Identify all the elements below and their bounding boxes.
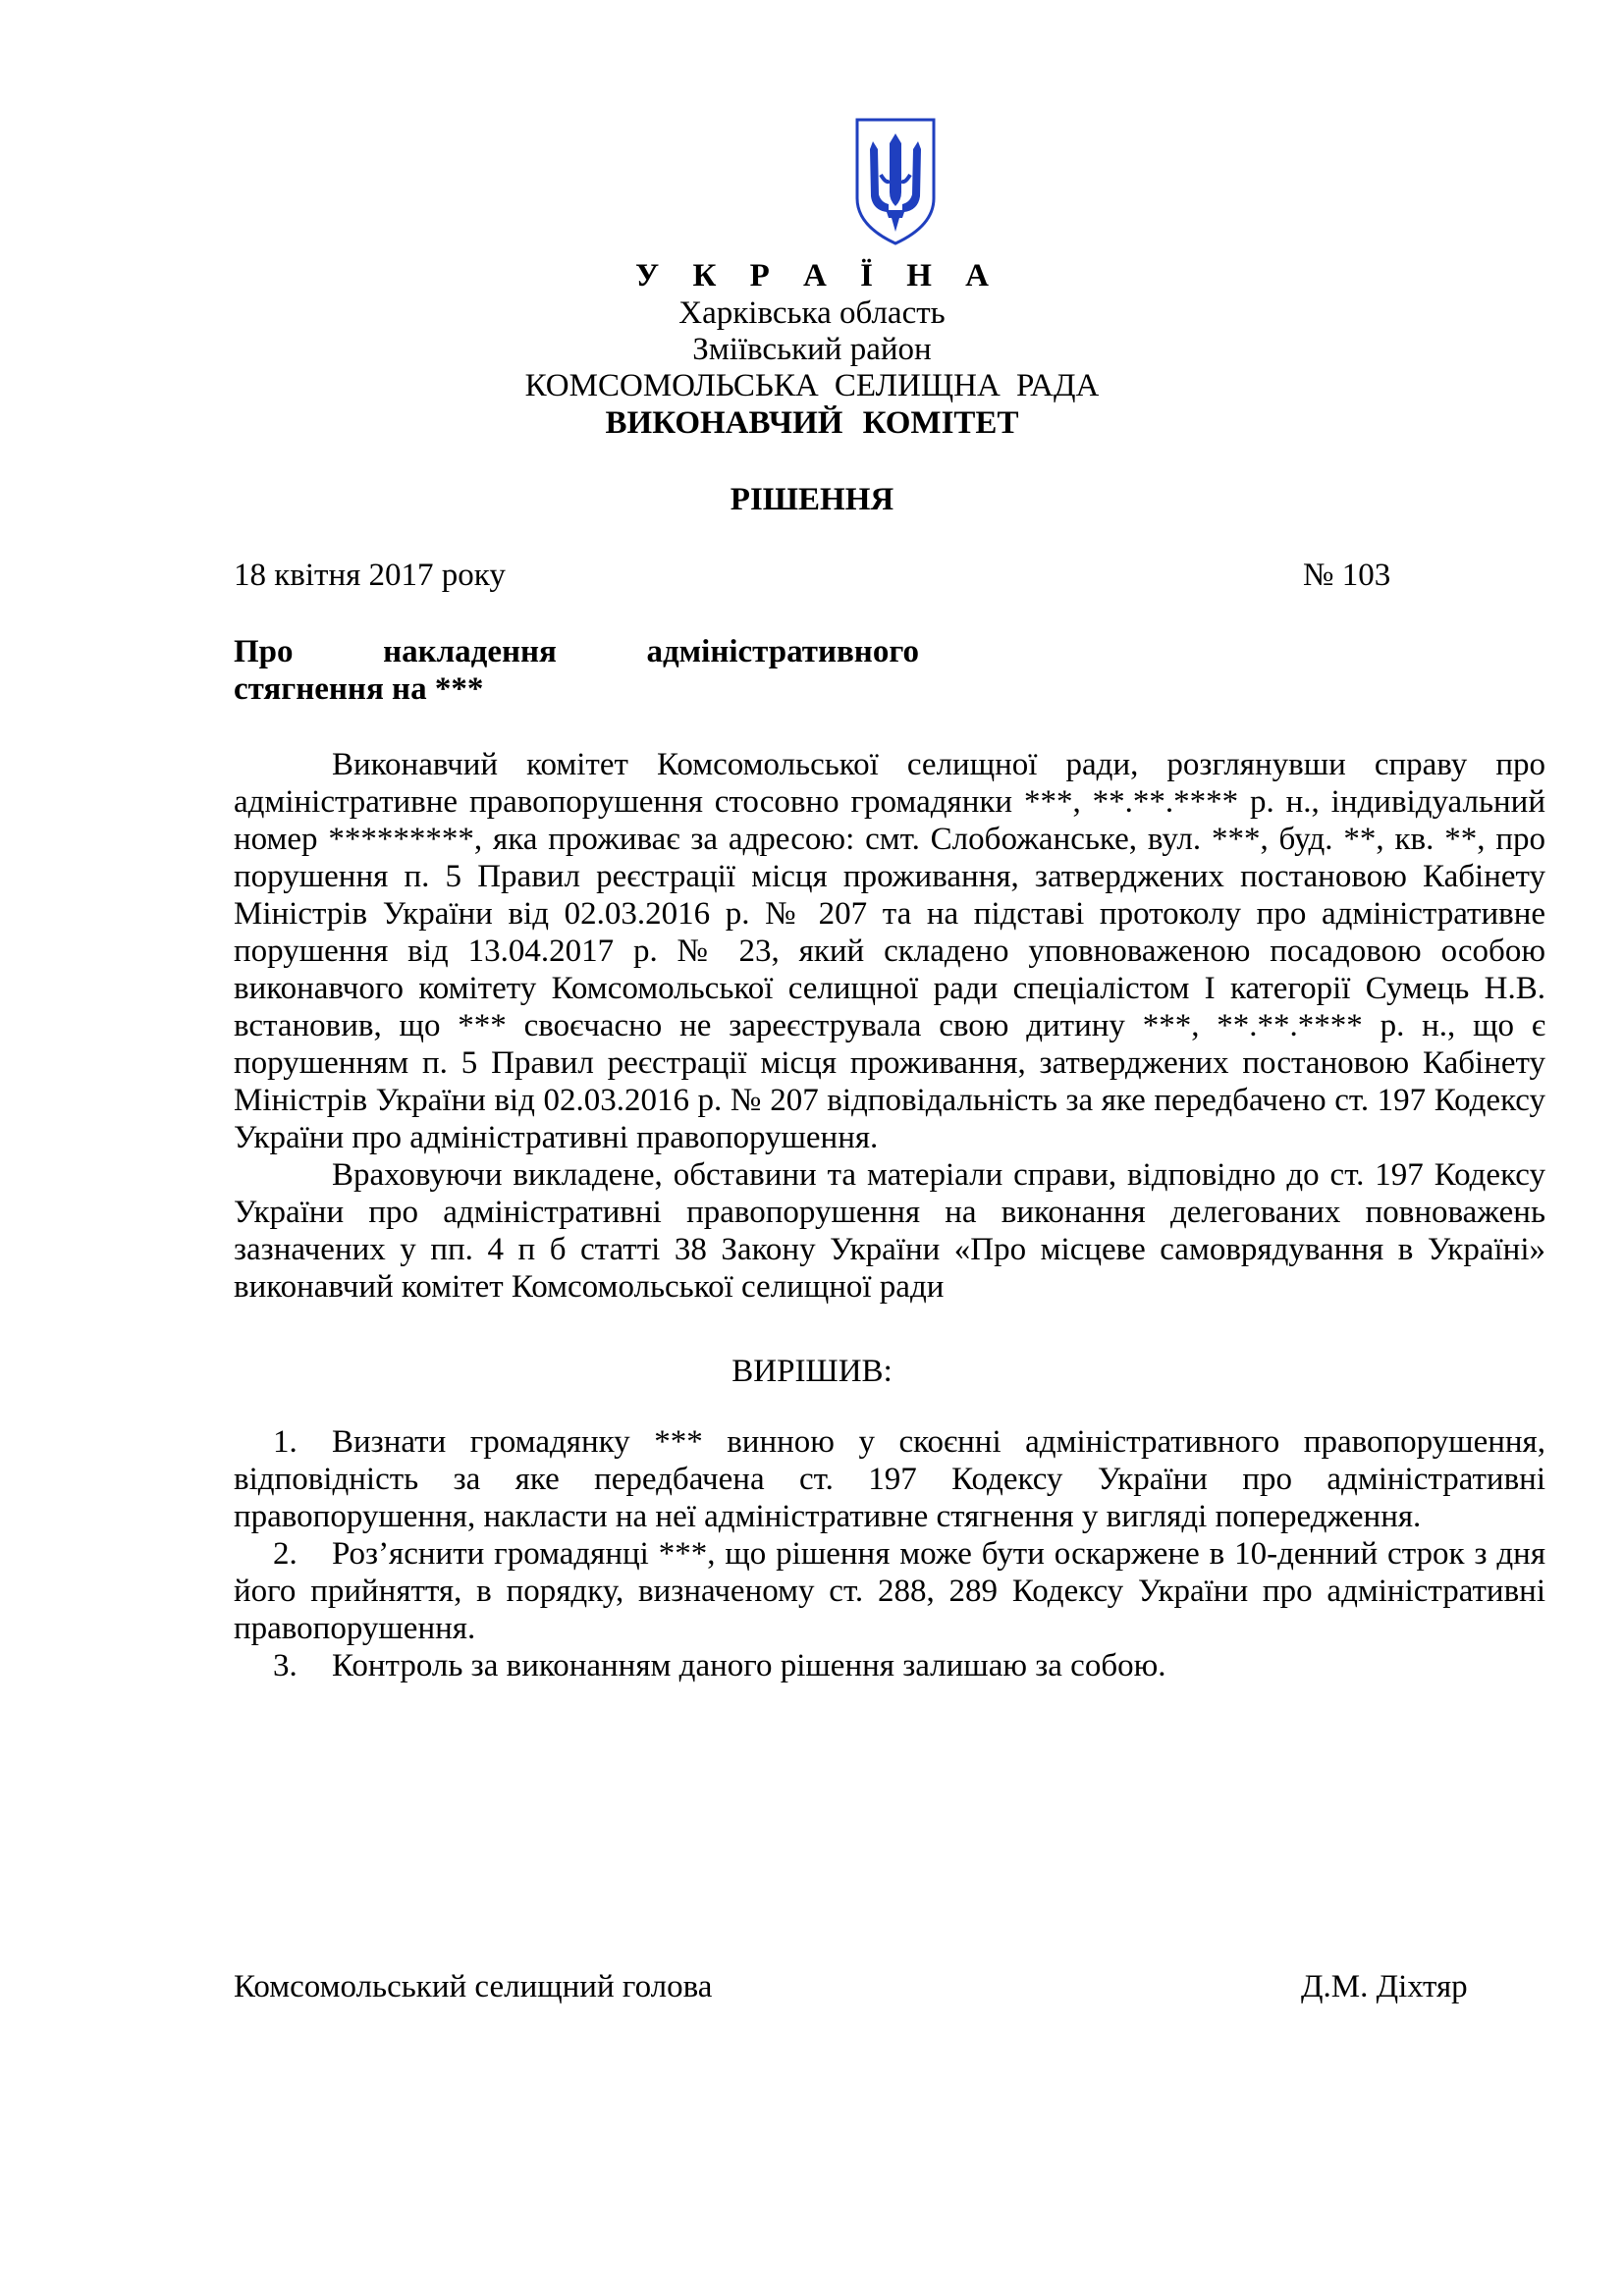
committee-name: ВИКОНАВЧИЙ КОМІТЕТ xyxy=(605,405,1019,441)
body-paragraph: Враховуючи викладене, обставини та матеріали справи, відповідно до ст. 197 Кодексу України про адміністративні правопорушення на виконання делегованих повноважень зазначених у пп. 4 п б статті 38 Закону України «Про місцеве самоврядування в Україні» виконавчий комітет Комсомольської селищної ради xyxy=(234,1157,1545,1305)
oblast-name: Харківська область xyxy=(678,295,946,331)
signer-name: Д.М. Діхтяр xyxy=(1301,1969,1468,2004)
decision-subject xyxy=(234,633,919,708)
decision-date: 18 квітня 2017 року xyxy=(234,558,506,593)
decision-list xyxy=(234,1423,1545,1684)
item-number: 2. xyxy=(273,1536,298,1572)
resolved-heading: ВИРІШИВ: xyxy=(731,1354,893,1389)
document-title: РІШЕННЯ xyxy=(730,482,894,517)
item-number: 3. xyxy=(273,1648,298,1683)
decision-number: № 103 xyxy=(1303,558,1391,593)
subject-line-2: стягнення на *** xyxy=(234,671,484,707)
country-name: У К Р А Ї Н А xyxy=(635,258,1001,294)
signer-position: Комсомольський селищний голова xyxy=(234,1969,713,2004)
list-item xyxy=(234,1535,1545,1647)
item-number: 1. xyxy=(273,1424,298,1460)
list-item xyxy=(234,1423,1545,1535)
subject-word: адміністративного xyxy=(646,634,919,669)
council-name: КОМСОМОЛЬСЬКА СЕЛИЩНА РАДА xyxy=(524,368,1100,403)
body-paragraph: Виконавчий комітет Комсомольської селищної ради, розглянувши справу про адміністративне правопорушення стосовно громадянки ***, **.**.**** р. н., індивідуальний номер *********, яка проживає за адресою: смт. Слобожанське, вул. ***, буд. **, кв. **, про порушення п. 5 Правил реєстрації місця проживання, затверджених постановою Кабінету Міністрів України від 02.03.2016 р. № 207 та на підставі протоколу про адміністративне порушення від 13.04.2017 р. № 23, який складено уповноваженою посадовою особою виконавчого комітету Комсомольської селищної ради спеціалістом І категорії Сумець Н.В. встановив, що *** своєчасно не зареєструвала свою дитину ***, **.**.**** р. н., що є порушенням п. 5 Правил реєстрації місця проживання, затверджених постановою Кабінету Міністрів України від 02.03.2016 р. № 207 відповідальність за яке передбачено ст. 197 Кодексу України про адміністративні правопорушення. xyxy=(234,747,1545,1155)
item-text: Визнати громадянку *** винною у скоєнні адміністративного правопорушення, відповідність за яке передбачена ст. 197 Кодексу України про адміністративні правопорушення, накласти на неї адміністративне стягнення у вигляді попередження. xyxy=(234,1424,1545,1534)
list-item xyxy=(234,1647,1545,1684)
rayon-name: Зміївський район xyxy=(692,332,932,367)
item-text: Контроль за виконанням даного рішення залишаю за собою. xyxy=(332,1648,1166,1683)
item-text: Роз’яснити громадянці ***, що рішення може бути оскаржене в 10-денний строк з дня його прийняття, в порядку, визначеному ст. 288, 289 Кодексу України про адміністративні правопорушення. xyxy=(234,1536,1545,1646)
coat-of-arms-icon xyxy=(851,116,940,247)
subject-word: Про xyxy=(234,634,294,669)
subject-word: накладення xyxy=(383,634,557,669)
decision-body xyxy=(234,746,1545,1306)
